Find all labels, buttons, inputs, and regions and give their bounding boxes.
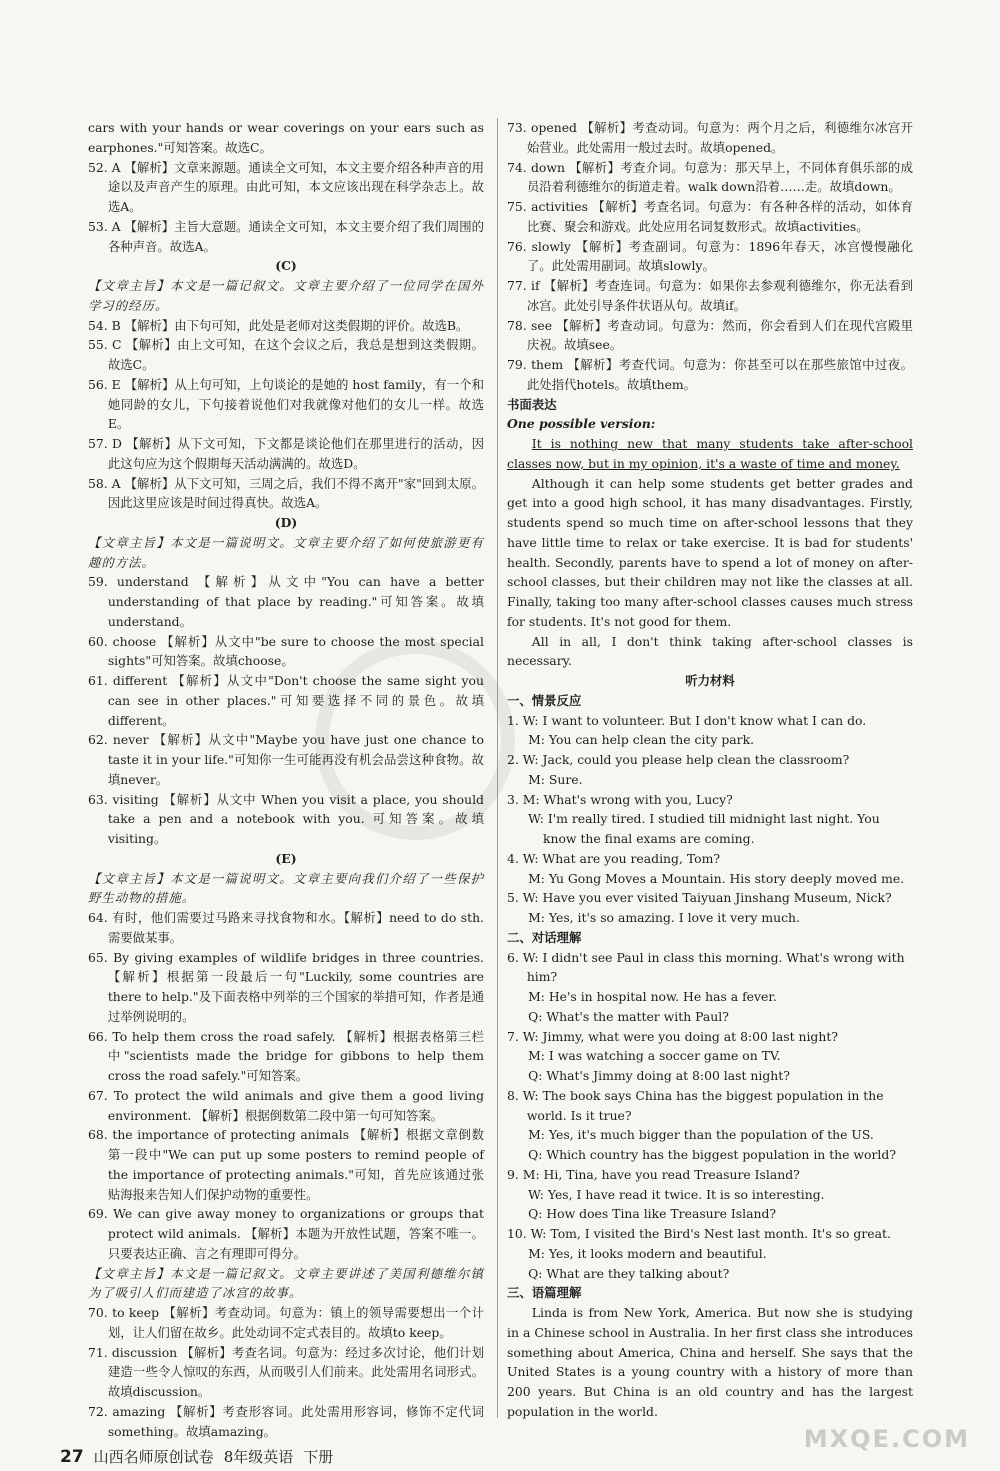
right-paragraph: 4. W: What are you reading, Tom? xyxy=(507,850,720,866)
right-paragraph: M: I was watching a soccer game on TV. xyxy=(528,1048,781,1064)
page-footer xyxy=(60,1448,333,1466)
left-paragraph: 67. To protect the wild animals and give them a good living environment. 【解析】根据倒数第二段中第一句可知答案。 xyxy=(88,1087,484,1123)
volume-label: 下册 xyxy=(303,1448,334,1466)
left-paragraph: (E) xyxy=(275,850,297,866)
page-number: 27 xyxy=(60,1447,84,1467)
left-paragraph: 【文章主旨】本文是一篇记叙文。文章主要介绍了一位同学在国外学习的经历。 xyxy=(88,278,484,313)
right-column xyxy=(507,118,913,1422)
right-paragraph: One possible version: xyxy=(507,416,656,432)
right-paragraph: M: You can help clean the city park. xyxy=(528,732,755,748)
left-paragraph: (D) xyxy=(274,515,298,530)
right-paragraph: 三、语篇理解 xyxy=(507,1285,582,1301)
right-paragraph: M: He's in hospital now. He has a fever. xyxy=(528,989,777,1004)
left-paragraph: 64. 有时，他们需要过马路来寻找食物和水。【解析】need to do sth. 需要做某事。 xyxy=(88,910,484,945)
right-paragraph: M: Yes, it's so amazing. I love it very much. xyxy=(528,910,800,925)
left-paragraph: 57. D 【解析】从下文可知，下文都是谈论他们在那里进行的活动，因此这句应为这个假期每天活动满满的。故选D。 xyxy=(88,436,484,471)
right-paragraph: Linda is from New York, America. But now she is studying in a Chinese school in Australia. In her first class she introduces something about America, China and herself. She says that the United States is a young country with a history of more than 200 years. But China is an old country and has the largest population in the world. xyxy=(507,1305,913,1419)
right-paragraph: W: Yes, I have read it twice. It is so interesting. xyxy=(528,1186,825,1202)
watermark-text: MXQE.COM xyxy=(803,1425,970,1453)
left-paragraph: 68. the importance of protecting animals 【解析】根据文章倒数第一段中"We can put up some posters to remind people of the importance of protecting animals."可知，首先应该通过张贴海报来告知人们保护动物的重要性。 xyxy=(88,1127,484,1202)
right-paragraph: 75. activities 【解析】考查名词。句意为：有各种各样的活动，如体育比赛、聚会和游戏。此处应用名词复数形式。故填activities。 xyxy=(507,199,913,234)
right-paragraph: 73. opened 【解析】考查动词。句意为：两个月之后，利德维尔冰宫开始营业。此处需用一般过去时。故填opened。 xyxy=(507,120,913,155)
right-paragraph: Q: What are they talking about? xyxy=(528,1265,730,1281)
left-paragraph: 71. discussion 【解析】考查名词。句意为：经过多次讨论，他们计划建造一些令人惊叹的东西，从而吸引人们前来。此处需用名词形式。故填discussion。 xyxy=(88,1344,484,1399)
right-paragraph: Q: Which country has the biggest population in the world? xyxy=(528,1147,896,1162)
right-paragraph: Q: How does Tina like Treasure Island? xyxy=(528,1206,777,1222)
left-paragraph: 55. C 【解析】由上文可知，在这个会议之后，我总是想到这类假期。故选C。 xyxy=(88,337,484,372)
right-paragraph: It is nothing new that many students take after-school classes now, but in my opinion, it's a waste of time and money. xyxy=(507,436,913,471)
right-paragraph: 9. M: Hi, Tina, have you read Treasure Island? xyxy=(507,1166,800,1182)
right-paragraph: 5. W: Have you ever visited Taiyuan Jinshang Museum, Nick? xyxy=(507,890,892,906)
right-paragraph: W: I'm really tired. I studied till midnight last night. You know the final exams are coming. xyxy=(528,811,880,846)
right-paragraph: 二、对话理解 xyxy=(507,929,582,945)
right-paragraph: 77. if 【解析】考查连词。句意为：如果你去参观利德维尔，你无法看到冰宫。此处引导条件状语从句。故填if。 xyxy=(507,278,913,313)
left-paragraph: cars with your hands or wear coverings on your ears such as earphones."可知答案。故选C。 xyxy=(88,120,484,155)
right-paragraph: 一、情景反应 xyxy=(507,692,582,708)
left-paragraph: 54. B 【解析】由下句可知，此处是老师对这类假期的评价。故选B。 xyxy=(88,317,469,333)
right-paragraph: 78. see 【解析】考查动词。句意为：然而，你会看到人们在现代宫殿里庆祝。故填see。 xyxy=(507,317,913,353)
right-paragraph: 2. W: Jack, could you please help clean the classroom? xyxy=(507,752,850,767)
left-paragraph: 52. A 【解析】文章来源题。通读全文可知，本文主要介绍各种声音的用途以及声音产生的原理。由此可知，本文应该出现在科学杂志上。故选A。 xyxy=(88,159,484,214)
right-paragraph: Q: What's Jimmy doing at 8:00 last night? xyxy=(528,1068,790,1083)
left-paragraph: 【文章主旨】本文是一篇说明文。文章主要向我们介绍了一些保护野生动物的措施。 xyxy=(88,870,484,906)
left-paragraph: 【文章主旨】本文是一篇说明文。文章主要介绍了如何使旅游更有趣的方法。 xyxy=(88,534,484,570)
left-paragraph: 66. To help them cross the road safely. 【解析】根据表格第三栏中"scientists made the bridge for gibbons to help them cross the road safely."可知答案。 xyxy=(88,1028,484,1083)
right-paragraph: M: Yes, it looks modern and beautiful. xyxy=(528,1245,767,1261)
left-paragraph: 53. A 【解析】主旨大意题。通读全文可知，本文主要介绍了我们周围的各种声音。故选A。 xyxy=(88,218,484,254)
right-paragraph: Although it can help some students get better grades and get into a good high school, it has many disadvantages. Firstly, students spend so much time on after-school lessons that they have little time to relax or take exercise. It is bad for students' health. Secondly, parents have to spend a lot of money on after-school classes, but their children may not like the classes at all. Finally, taking too many after-school classes causes much stress for students. It's not good for them. xyxy=(507,475,913,629)
left-paragraph: 63. visiting 【解析】从文中 When you visit a place, you should take a pen and a notebook with you. 可知答案。故填visiting。 xyxy=(88,791,484,846)
right-paragraph: 76. slowly 【解析】考查副词。句意为：1896年春天，冰宫慢慢融化了。此处需用副词。故填slowly。 xyxy=(507,238,913,274)
left-paragraph: 62. never 【解析】从文中"Maybe you have just one chance to taste it in your life."可知你一生可能再没有机会品尝这种食物。故填never。 xyxy=(88,732,484,787)
left-paragraph: 56. E 【解析】从上句可知，上句谈论的是她的 host family，有一个和她同龄的女儿，下句接着说他们对我就像对他们的女儿一样。故选E。 xyxy=(88,376,484,432)
left-paragraph: 60. choose 【解析】从文中"be sure to choose the most special sights"可知答案。故填choose。 xyxy=(88,633,484,669)
right-paragraph: M: Yu Gong Moves a Mountain. His story deeply moved me. xyxy=(528,870,905,886)
left-paragraph: 65. By giving examples of wildlife bridges in three countries. 【解析】根据第一段最后一句"Luckily, some countries are there to help."及下面表格中列举的三个国家的举措可知，作者是通过举例说明的。 xyxy=(88,949,484,1024)
column-divider xyxy=(497,118,498,1418)
right-paragraph: M: Sure. xyxy=(528,771,583,787)
left-paragraph: 58. A 【解析】从下文可知，三周之后，我们不得不离开"家"回到太原。因此这里应该是时间过得真快。故选A。 xyxy=(88,475,484,511)
right-paragraph: 听力材料 xyxy=(685,673,735,688)
right-paragraph: 3. M: What's wrong with you, Lucy? xyxy=(507,791,733,807)
right-paragraph: 10. W: Tom, I visited the Bird's Nest last month. It's so great. xyxy=(507,1226,891,1241)
book-title: 山西名师原创试卷 xyxy=(93,1448,214,1466)
right-paragraph: 79. them 【解析】考查代词。句意为：你甚至可以在那些旅馆中过夜。此处指代hotels。故填them。 xyxy=(507,357,913,392)
grade-subject: 8年级英语 xyxy=(223,1448,294,1466)
left-paragraph: 【文章主旨】本文是一篇记叙文。文章主要讲述了美国利德维尔镇为了吸引人们而建造了冰宫的故事。 xyxy=(88,1265,484,1301)
right-paragraph: 7. W: Jimmy, what were you doing at 8:00 last night? xyxy=(507,1028,838,1044)
right-paragraph: 74. down 【解析】考查介词。句意为：那天早上，不同体育俱乐部的成员沿着利德维尔的街道走着。walk down沿着……走。故填down。 xyxy=(507,159,913,195)
left-column xyxy=(88,118,484,1441)
left-paragraph: 70. to keep 【解析】考查动词。句意为：镇上的领导需要想出一个计划，让人们留在故乡。此处动词不定式表目的。故填to keep。 xyxy=(88,1305,484,1340)
right-paragraph: All in all, I don't think taking after-school classes is necessary. xyxy=(507,633,913,669)
right-paragraph: Q: What's the matter with Paul? xyxy=(528,1008,729,1024)
right-paragraph: 1. W: I want to volunteer. But I don't know what I can do. xyxy=(507,712,867,728)
left-paragraph: (C) xyxy=(275,258,297,274)
right-paragraph: M: Yes, it's much bigger than the population of the US. xyxy=(528,1127,874,1143)
right-paragraph: 8. W: The book says China has the biggest population in the world. Is it true? xyxy=(507,1087,884,1123)
right-paragraph: 书面表达 xyxy=(507,396,557,412)
left-paragraph: 61. different 【解析】从文中"Don't choose the same sight you can see in other places."可知要选择不同的景色。故填different。 xyxy=(88,673,484,728)
left-paragraph: 69. We can give away money to organizations or groups that protect wild animals. 【解析】本题为开放性试题，答案不唯一。只要表达正确、言之有理即可得分。 xyxy=(88,1206,484,1261)
left-paragraph: 72. amazing 【解析】考查形容词。此处需用形容词，修饰不定代词something。故填amazing。 xyxy=(88,1403,484,1439)
right-paragraph: 6. W: I didn't see Paul in class this morning. What's wrong with him? xyxy=(507,949,905,985)
left-paragraph: 59. understand 【解析】从文中"You can have a better understanding of that place by reading."可知答案。故填understand。 xyxy=(88,574,484,629)
